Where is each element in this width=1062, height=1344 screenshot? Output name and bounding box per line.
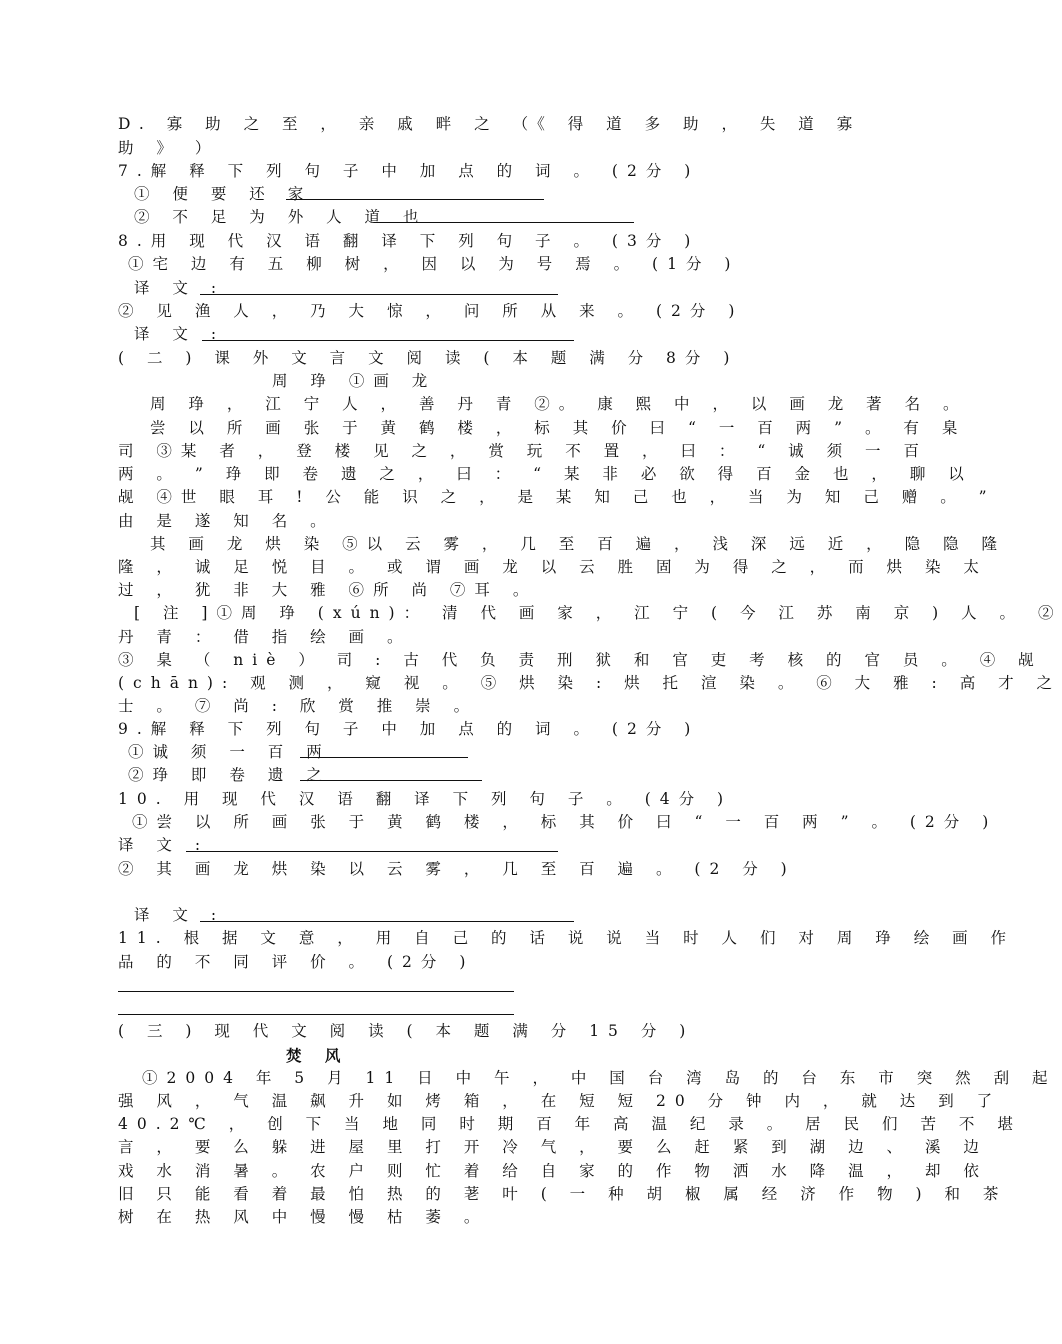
answer-line xyxy=(202,340,574,341)
answer-line xyxy=(286,199,544,200)
line: 尝 以 所 画 张 于 黄 鹤 楼 ， 标 其 价 曰 “ 一 百 两 ” 。 有 臬 xyxy=(150,419,967,437)
question-heading: 11. 根 据 文 意 ， 用 自 己 的 话 说 说 当 时 人 们 对 周 琤 绘 画 作 xyxy=(118,929,1016,947)
answer-line xyxy=(300,757,468,758)
line: 品 的 不 同 评 价 。 (2分 ) xyxy=(118,953,475,971)
answer-line xyxy=(200,921,574,922)
line: 戏 水 消 暑 。 农 户 则 忙 着 给 自 家 的 作 物 洒 水 降 温 ， 却 依 xyxy=(118,1162,988,1180)
line: 译 文 : xyxy=(134,325,226,343)
line: 过 ， 犹 非 大 雅 ⑥所 尚 ⑦耳 。 xyxy=(118,581,538,599)
question-heading: 10. 用 现 代 汉 语 翻 译 下 列 句 子 。 (4分 ) xyxy=(118,790,733,808)
answer-line xyxy=(200,294,558,295)
question-heading: 9.解 释 下 列 句 子 中 加 点 的 词 。 (2分 ) xyxy=(118,720,700,738)
line: 两 。 ” 琤 即 卷 遗 之 ， 曰 ： “ 某 非 必 欲 得 百 金 也 ， 聊 以 xyxy=(118,465,973,483)
line: 旧 只 能 看 着 最 怕 热 的 荖 叶 ( 一 种 胡 椒 属 经 济 作 物 ) 和 茶 xyxy=(118,1185,1008,1203)
line: D. 寡 助 之 至 ， 亲 戚 畔 之 （《 得 道 多 助 ， 失 道 寡 xyxy=(118,115,862,133)
annotation-line: 士 。 ⑦ 尚 : 欣 赏 推 崇 。 xyxy=(118,697,479,715)
line: 强 风 ， 气 温 飙 升 如 烤 箱 ， 在 短 短 20 分 钟 内 ， 就 达 到 了 xyxy=(118,1092,1002,1110)
line: ②琤 即 卷 遗 之 xyxy=(128,766,331,784)
line: 由 是 遂 知 名 。 xyxy=(118,512,335,530)
line: ①2004 年 5 月 11 日 中 午 ， 中 国 台 湾 岛 的 台 东 市 突 然 刮 起 xyxy=(142,1069,1057,1087)
line: ①宅 边 有 五 柳 树 ， 因 以 为 号 焉 。 (1分 ) xyxy=(128,255,740,273)
section-heading: ( 三 ) 现 代 文 阅 读 ( 本 题 满 分 15 分 ) xyxy=(118,1022,695,1040)
line: 译 文 : xyxy=(134,279,226,297)
annotation-line: 丹 青 ： 借 指 绘 画 。 xyxy=(118,628,412,646)
line: 隆 ， 诚 足 悦 目 。 或 谓 画 龙 以 云 胜 固 为 得 之 ， 而 烘 染 太 xyxy=(118,558,988,576)
annotation-line: (chān): 观 测 ， 窥 视 。 ⑤ 烘 染 : 烘 托 渲 染 。 ⑥ 大 雅 : 高 才 之 xyxy=(118,674,1062,692)
line: ① 便 要 还 家 xyxy=(134,185,313,203)
question-heading: 7.解 释 下 列 句 子 中 加 点 的 词 。 (2分 ) xyxy=(118,162,700,180)
line: 其 画 龙 烘 染 ⑤以 云 雾 ， 几 至 百 遍 ， 浅 深 远 近 ， 隐 隐 隆 xyxy=(150,535,1006,553)
answer-line xyxy=(300,780,482,781)
line: 司 ③某 者 ， 登 楼 见 之 ， 赏 玩 不 置 ， 曰 ： “ 诚 须 一 百 xyxy=(118,442,928,460)
line: 40.2℃ ， 创 下 当 地 同 时 期 百 年 高 温 纪 录 。 居 民 们 苦 不 堪 xyxy=(118,1115,1022,1133)
line: 助 》 ） xyxy=(118,139,220,157)
line: ①尝 以 所 画 张 于 黄 鹤 楼 ， 标 其 价 曰 “ 一 百 两 ” 。 (2分 ) xyxy=(132,813,998,831)
line: 译 文 : xyxy=(118,836,210,854)
line: 树 在 热 风 中 慢 慢 枯 萎 。 xyxy=(118,1208,489,1226)
section-heading: ( 二 ) 课 外 文 言 文 阅 读 ( 本 题 满 分 8分 ) xyxy=(118,349,739,367)
line: ② 其 画 龙 烘 染 以 云 雾 ， 几 至 百 遍 。 (2 分 ) xyxy=(118,860,796,878)
passage-title: 焚 风 xyxy=(286,1046,350,1065)
line: 言 ， 要 么 躲 进 屋 里 打 开 冷 气 ， 要 么 赶 紧 到 湖 边 、 溪 边 xyxy=(118,1138,988,1156)
answer-line xyxy=(118,991,514,992)
annotation-line: ③ 臬 （ niè ） 司 : 古 代 负 责 刑 狱 和 官 吏 考 核 的 官 员 。 ④ 觇 xyxy=(118,651,1043,669)
line: ② 不 足 为 外 人 道 也 xyxy=(134,208,428,226)
line: 译 文 : xyxy=(134,906,226,924)
answer-line xyxy=(118,1014,514,1015)
answer-line xyxy=(376,222,634,223)
answer-line xyxy=(186,851,558,852)
line: ② 见 渔 人 ， 乃 大 惊 ， 问 所 从 来 。 (2分 ) xyxy=(118,302,744,320)
annotation-line: [ 注 ]①周 琤 (xún)： 清 代 画 家 ， 江 宁 ( 今 江 苏 南 京 ) 人 。 ② xyxy=(134,604,1062,622)
question-heading: 8.用 现 代 汉 语 翻 译 下 列 句 子 。 (3分 ) xyxy=(118,232,700,250)
line: 觇 ④世 眼 耳 ! 公 能 识 之 ， 是 某 知 己 也 ， 当 为 知 己 赠 。 ” xyxy=(118,488,996,506)
line: ①诚 须 一 百 两 xyxy=(128,743,331,761)
passage-title: 周 琤 ①画 龙 xyxy=(272,372,437,390)
line: 周 琤 ， 江 宁 人 ， 善 丹 青 ②。 康 熙 中 ， 以 画 龙 著 名 。 xyxy=(150,395,968,413)
